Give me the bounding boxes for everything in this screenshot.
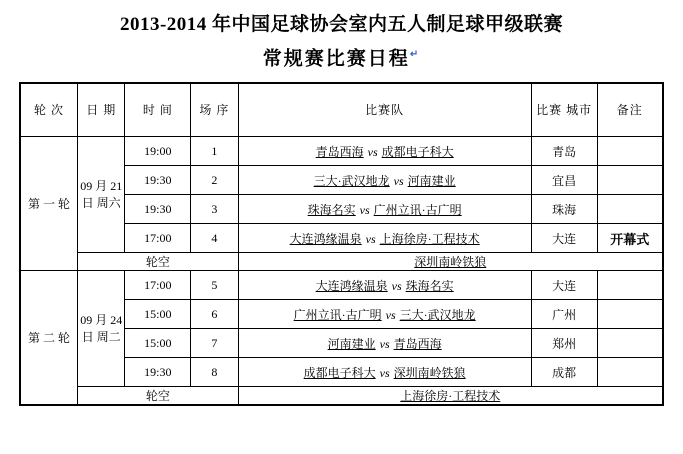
match-order: 7 <box>191 329 238 358</box>
home-team: 河南建业 <box>327 336 376 351</box>
vs-label: vs <box>367 144 378 159</box>
vs-label: vs <box>391 278 402 293</box>
match-time: 15:00 <box>125 329 191 358</box>
header-note: 备注 <box>597 83 663 137</box>
match-order: 8 <box>191 358 238 387</box>
match-order: 6 <box>191 300 238 329</box>
match-note <box>597 166 663 195</box>
home-team: 大连鸿缘温泉 <box>315 278 388 293</box>
away-team: 深圳南岭铁狼 <box>393 365 466 380</box>
match-order: 5 <box>191 271 238 300</box>
round-label-2: 第 二 轮 <box>20 271 78 406</box>
home-team: 大连鸿缘温泉 <box>289 231 362 246</box>
match-time: 19:00 <box>125 137 191 166</box>
vs-label: vs <box>379 365 390 380</box>
table-row <box>20 137 663 166</box>
vs-label: vs <box>379 336 390 351</box>
match-order: 3 <box>191 195 238 224</box>
match-teams <box>238 358 531 387</box>
match-city: 郑州 <box>531 329 597 358</box>
vs-label: vs <box>385 307 396 322</box>
round-date-1: 09 月 21 日 周六 <box>78 137 125 253</box>
bye-label: 轮空 <box>78 253 238 271</box>
match-teams <box>238 224 531 253</box>
match-time: 17:00 <box>125 271 191 300</box>
header-round: 轮 次 <box>20 83 78 137</box>
match-order: 1 <box>191 137 238 166</box>
match-city: 宜昌 <box>531 166 597 195</box>
match-city: 成都 <box>531 358 597 387</box>
home-team: 广州立讯·古广明 <box>293 307 382 322</box>
match-note <box>597 358 663 387</box>
header-time: 时 间 <box>125 83 191 137</box>
bye-team-name: 上海徐房·工程技术 <box>400 389 501 404</box>
home-team: 青岛西海 <box>315 144 364 159</box>
away-team: 上海徐房·工程技术 <box>379 231 480 246</box>
away-team: 广州立讯·古广明 <box>373 202 462 217</box>
round-date-2: 09 月 24 日 周二 <box>78 271 125 387</box>
match-city: 珠海 <box>531 195 597 224</box>
header-city: 比赛 城市 <box>531 83 597 137</box>
match-note <box>597 329 663 358</box>
header-date: 日 期 <box>78 83 125 137</box>
table-header-row <box>20 83 663 137</box>
away-team: 青岛西海 <box>393 336 442 351</box>
page-title: 2013-2014 年中国足球协会室内五人制足球甲级联赛 <box>119 14 564 35</box>
schedule-table <box>19 82 664 406</box>
match-teams <box>238 329 531 358</box>
away-team: 三大·武汉地龙 <box>399 307 476 322</box>
home-team: 成都电子科大 <box>303 365 376 380</box>
match-time: 17:00 <box>125 224 191 253</box>
match-city: 广州 <box>531 300 597 329</box>
match-time: 19:30 <box>125 166 191 195</box>
match-city: 大连 <box>531 224 597 253</box>
round-label-1: 第 一 轮 <box>20 137 78 271</box>
table-row <box>20 271 663 300</box>
header-order: 场 序 <box>191 83 238 137</box>
match-teams <box>238 195 531 224</box>
away-team: 河南建业 <box>407 173 456 188</box>
match-note: 开幕式 <box>597 224 663 253</box>
bye-row <box>20 253 663 271</box>
vs-label: vs <box>365 231 376 246</box>
bye-label: 轮空 <box>78 387 238 406</box>
match-order: 2 <box>191 166 238 195</box>
match-teams <box>238 137 531 166</box>
bye-team <box>238 387 663 406</box>
match-teams <box>238 166 531 195</box>
match-note <box>597 137 663 166</box>
match-note <box>597 300 663 329</box>
title-block <box>0 0 683 72</box>
paragraph-mark-icon: ↵ <box>409 49 421 60</box>
home-team: 三大·武汉地龙 <box>313 173 390 188</box>
match-order: 4 <box>191 224 238 253</box>
away-team: 珠海名实 <box>405 278 454 293</box>
match-note <box>597 271 663 300</box>
bye-team <box>238 253 663 271</box>
vs-label: vs <box>359 202 370 217</box>
vs-label: vs <box>393 173 404 188</box>
page-subtitle-text: 常规赛比赛日程 <box>262 48 410 70</box>
match-note <box>597 195 663 224</box>
match-city: 青岛 <box>531 137 597 166</box>
bye-team-name: 深圳南岭铁狼 <box>414 255 487 270</box>
match-time: 15:00 <box>125 300 191 329</box>
match-teams <box>238 271 531 300</box>
match-teams <box>238 300 531 329</box>
match-city: 大连 <box>531 271 597 300</box>
bye-row <box>20 387 663 406</box>
page-subtitle <box>0 42 683 72</box>
match-time: 19:30 <box>125 195 191 224</box>
home-team: 珠海名实 <box>307 202 356 217</box>
away-team: 成都电子科大 <box>381 144 454 159</box>
match-time: 19:30 <box>125 358 191 387</box>
header-teams: 比赛队 <box>238 83 531 137</box>
